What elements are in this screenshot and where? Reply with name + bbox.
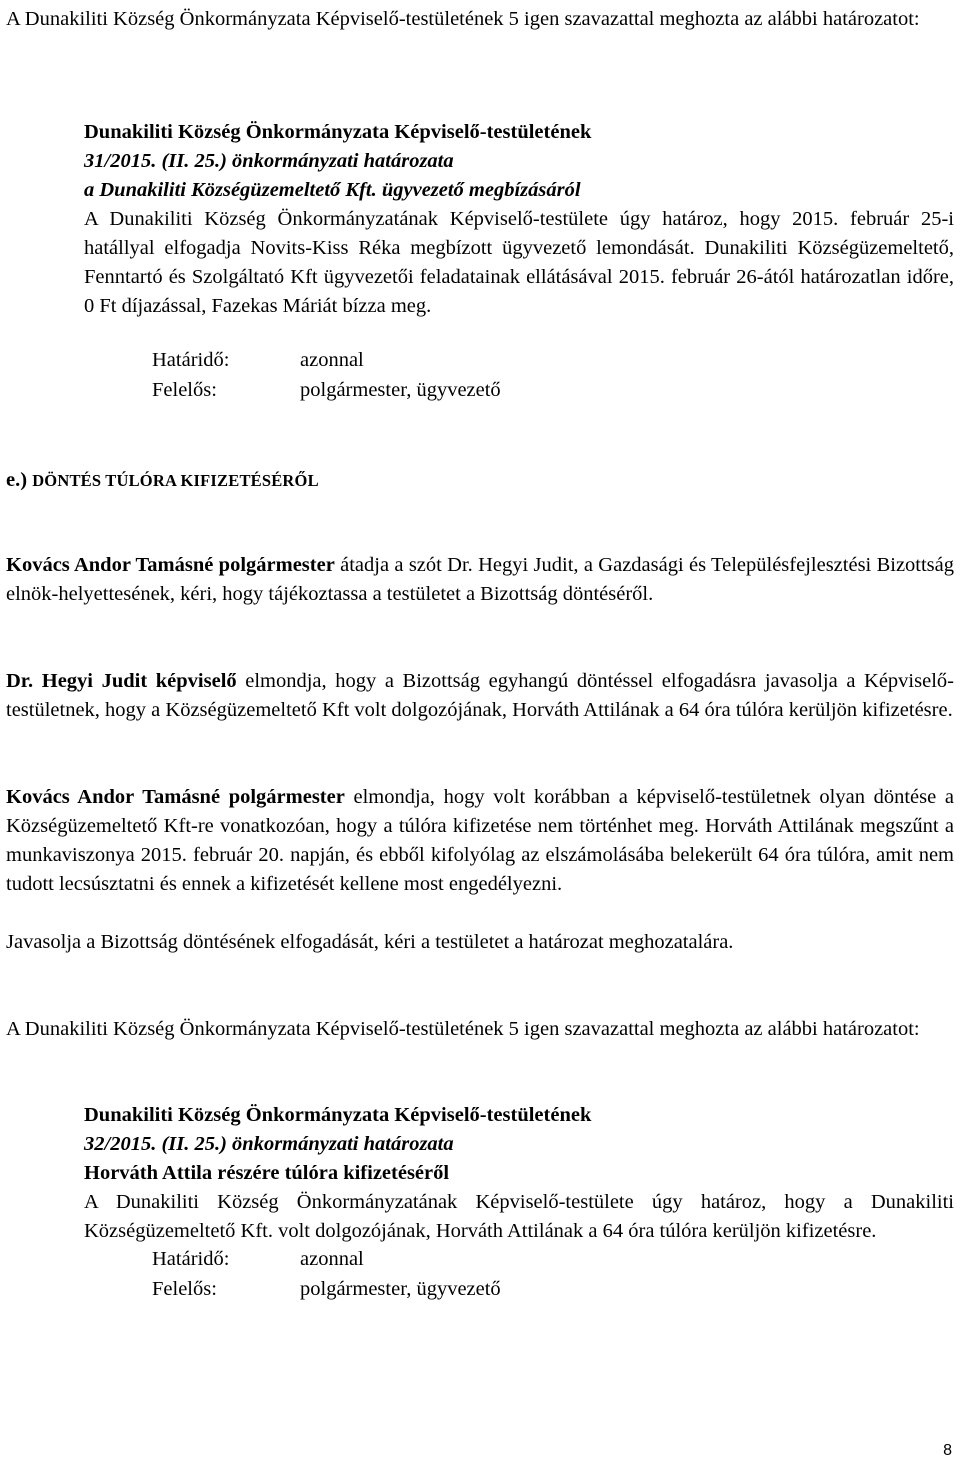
paragraph-1-text: átadja a szót Dr. Hegyi Judit, a Gazdasági és Településfejlesztési Bizottság elnök-helyettesének, kéri, hogy tájékoztassa a testületet a Bizottság döntéséről. (6, 554, 955, 605)
resolution1-title (84, 118, 954, 321)
paragraph-1 (6, 551, 954, 609)
responsible-label: Felelős: (152, 1278, 217, 1300)
section-e-title: DÖNTÉS TÚLÓRA KIFIZETÉSÉRŐL (32, 471, 319, 490)
page-number: 8 (943, 1442, 952, 1459)
paragraph-2-speaker: Dr. Hegyi Judit képviselő (6, 670, 237, 692)
resolution2-body: A Dunakiliti Község Önkormányzatának Képviselő-testülete úgy határoz, hogy a Dunakiliti Községüzemeltető Kft. volt dolgozójának, Horváth Attilának a 64 óra túlóra kerüljön kifizetésre. (84, 1191, 954, 1242)
paragraph-2-text: elmondja, hogy a Bizottság egyhangú döntéssel elfogadásra javasolja a Képviselő- testületnek, hogy a Községüzemeltető Kft volt dolgozójának, Horváth Attilának a 64 óra túlóra kerüljön kifizetésre. (6, 670, 954, 721)
paragraph-3-speaker: Kovács Andor Tamásné polgármester (6, 786, 345, 808)
resolution1-intro: A Dunakiliti Község Önkormányzata Képviselő-testületének 5 igen szavazattal meghozta az alábbi határozatot: (6, 8, 920, 30)
paragraph-1-speaker: Kovács Andor Tamásné polgármester (6, 554, 335, 576)
paragraph-3 (6, 783, 954, 899)
resolution2-deadline (152, 1245, 364, 1274)
section-e-heading (6, 466, 954, 495)
resolution1-responsible (152, 376, 501, 405)
resolution2-title (84, 1101, 954, 1246)
section-e-prefix: e.) (6, 469, 28, 491)
resolution1-title-line2: 31/2015. (II. 25.) önkormányzati határozata (84, 150, 454, 172)
paragraph-2 (6, 667, 954, 725)
resolution2-intro: A Dunakiliti Község Önkormányzata Képviselő-testületének 5 igen szavazattal meghozta az alábbi határozatot: (6, 1018, 920, 1040)
paragraph-3-text: elmondja, hogy volt korábban a képviselő-testületnek olyan döntése a Községüzemeltető Kft-re vonatkozóan, hogy a túlóra kifizetése nem történhet meg. Horváth Attilának megszűnt a munkaviszonya 2015. február 20. napján, és ebből kifolyólag az elszámolásába belekerült 64 óra túlóra, amit nem tudott lecsúsztatni és ennek a kifizetését kellene most engedélyezni. (6, 786, 955, 895)
paragraph-3-last: Javasolja a Bizottság döntésének elfogadását, kéri a testületet a határozat meghozatalára. (6, 931, 734, 953)
deadline-label: Határidő: (152, 349, 230, 371)
deadline-value: azonnal (300, 1248, 364, 1270)
responsible-label: Felelős: (152, 379, 217, 401)
resolution2-title-line1: Dunakiliti Község Önkormányzata Képviselő-testületének (84, 1104, 592, 1126)
deadline-label: Határidő: (152, 1248, 230, 1270)
resolution2-title-line2: 32/2015. (II. 25.) önkormányzati határozata (84, 1133, 454, 1155)
resolution1-title-line1: Dunakiliti Község Önkormányzata Képviselő-testületének (84, 121, 592, 143)
resolution1-body: A Dunakiliti Község Önkormányzatának Képviselő-testülete úgy határoz, hogy 2015. február 25-i hatállyal elfogadja Novits-Kiss Réka megbízott ügyvezető lemondását. Dunakiliti Községüzemeltető, Fenntartó és Szolgáltató Kft ügyvezetői feladatainak ellátásával 2015. február 26-ától határozatlan időre, 0 Ft díjazással, Fazekas Máriát bízza meg. (84, 208, 954, 317)
responsible-value: polgármester, ügyvezető (300, 379, 501, 401)
resolution1-deadline (152, 346, 364, 375)
resolution1-title-line3: a Dunakiliti Községüzemeltető Kft. ügyvezető megbízásáról (84, 179, 581, 201)
deadline-value: azonnal (300, 349, 364, 371)
resolution2-title-line3: Horváth Attila részére túlóra kifizetéséről (84, 1162, 450, 1184)
resolution2-responsible (152, 1275, 501, 1304)
responsible-value: polgármester, ügyvezető (300, 1278, 501, 1300)
